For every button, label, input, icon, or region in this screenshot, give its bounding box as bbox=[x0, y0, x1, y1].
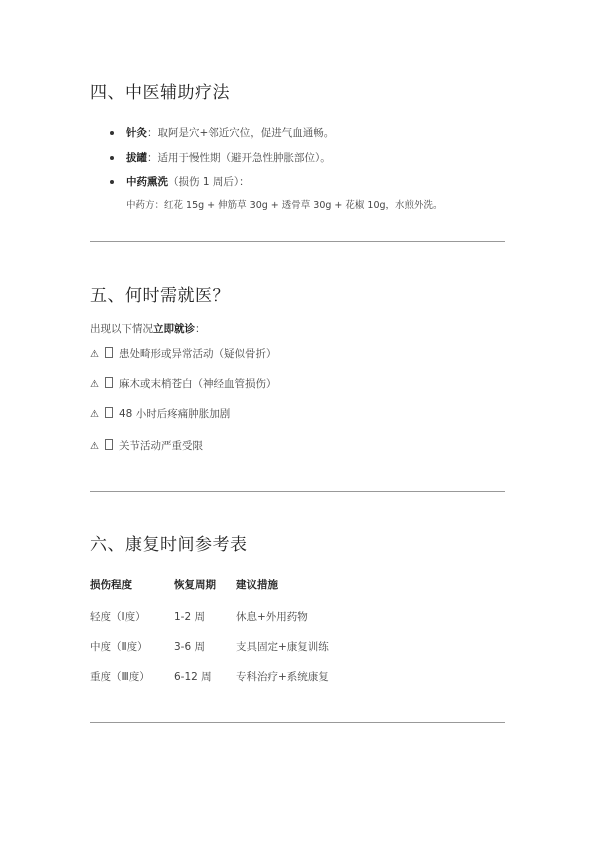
table-cell: 3-6 周 bbox=[174, 641, 205, 653]
warning-text: 关节活动严重受限 bbox=[119, 440, 203, 452]
table-cell: 重度（Ⅲ度） bbox=[90, 671, 150, 683]
table-cell: 专科治疗+系统康复 bbox=[236, 671, 329, 683]
section-5-title: 五、何时需就医？ bbox=[90, 286, 230, 306]
warning-text: 患处畸形或异常活动（疑似骨折） bbox=[119, 348, 277, 360]
table-cell: 休息+外用药物 bbox=[236, 611, 308, 623]
warning-icon: ⚠ bbox=[90, 441, 99, 452]
intro-suffix: ： bbox=[195, 323, 206, 335]
bullet-dot bbox=[110, 131, 114, 135]
item-text: ：取阿是穴+邻近穴位，促进气血通畅。 bbox=[147, 127, 335, 139]
item-label: 拔罐 bbox=[126, 152, 147, 164]
warning-item bbox=[90, 346, 277, 361]
table-header: 损伤程度 bbox=[90, 579, 132, 591]
warning-item bbox=[90, 438, 203, 453]
item-text: ：适用于慢性期（避开急性肿胀部位）。 bbox=[147, 152, 331, 164]
list-item bbox=[126, 174, 250, 189]
divider bbox=[90, 722, 505, 723]
table-cell: 中度（Ⅱ度） bbox=[90, 641, 148, 653]
table-cell: 支具固定+康复训练 bbox=[236, 641, 329, 653]
intro-bold: 立即就诊 bbox=[153, 323, 195, 335]
warning-text: 48 小时后疼痛肿胀加剧 bbox=[119, 408, 231, 420]
item-text: （损伤 1 周后）： bbox=[168, 176, 250, 188]
table-header: 建议措施 bbox=[236, 579, 278, 591]
intro-text bbox=[90, 321, 206, 336]
item-label: 中药熏洗 bbox=[126, 176, 168, 188]
glyph-box bbox=[105, 377, 113, 388]
bullet-dot bbox=[110, 180, 114, 184]
warning-icon: ⚠ bbox=[90, 349, 99, 360]
list-item bbox=[126, 150, 331, 165]
divider bbox=[90, 491, 505, 492]
warning-item bbox=[90, 406, 230, 421]
intro-prefix: 出现以下情况 bbox=[90, 323, 153, 335]
warning-text: 麻木或末梢苍白（神经血管损伤） bbox=[119, 378, 277, 390]
item-label: 针灸 bbox=[126, 127, 147, 139]
glyph-box bbox=[105, 347, 113, 358]
warning-item bbox=[90, 376, 277, 391]
glyph-box bbox=[105, 439, 113, 450]
table-header: 恢复周期 bbox=[174, 579, 216, 591]
recipe-text: 中药方：红花 15g + 伸筋草 30g + 透骨草 30g + 花椒 10g，水煎外洗。 bbox=[126, 200, 443, 211]
section-6-title: 六、康复时间参考表 bbox=[90, 535, 248, 555]
warning-icon: ⚠ bbox=[90, 409, 99, 420]
bullet-dot bbox=[110, 156, 114, 160]
divider bbox=[90, 241, 505, 242]
glyph-box bbox=[105, 407, 113, 418]
table-cell: 6-12 周 bbox=[174, 671, 212, 683]
table-cell: 轻度（Ⅰ度） bbox=[90, 611, 146, 623]
section-4-title: 四、中医辅助疗法 bbox=[90, 83, 230, 103]
warning-icon: ⚠ bbox=[90, 379, 99, 390]
table-cell: 1-2 周 bbox=[174, 611, 205, 623]
list-item bbox=[126, 125, 334, 140]
